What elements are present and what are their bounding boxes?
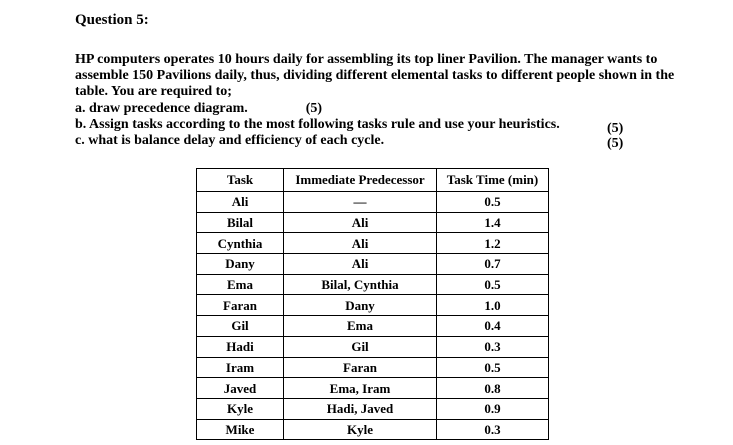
time-cell: 1.4 bbox=[437, 212, 549, 233]
header-task: Task bbox=[197, 169, 284, 192]
part-a-line bbox=[75, 101, 705, 117]
time-cell: 0.3 bbox=[437, 336, 549, 357]
task-cell: Hadi bbox=[197, 336, 284, 357]
table-row bbox=[197, 254, 549, 275]
part-a-text: a. draw precedence diagram. bbox=[75, 100, 248, 116]
task-cell: Dany bbox=[197, 254, 284, 275]
time-cell: 0.5 bbox=[437, 274, 549, 295]
part-b-text: b. Assign tasks according to the most following tasks rule and use your heuristics. bbox=[75, 116, 560, 132]
predecessor-cell: Kyle bbox=[284, 419, 437, 440]
header-time: Task Time (min) bbox=[437, 169, 549, 192]
task-table bbox=[196, 168, 549, 440]
time-cell: 0.7 bbox=[437, 254, 549, 275]
time-cell: 0.9 bbox=[437, 398, 549, 419]
time-cell: 0.3 bbox=[437, 419, 549, 440]
question-line-3: table. You are required to; bbox=[75, 84, 232, 100]
part-c-text: c. what is balance delay and efficiency of each cycle. bbox=[75, 133, 385, 149]
predecessor-cell: Ema, Iram bbox=[284, 378, 437, 399]
table-row bbox=[197, 192, 549, 213]
predecessor-cell: Gil bbox=[284, 336, 437, 357]
task-cell: Faran bbox=[197, 295, 284, 316]
time-cell: 0.4 bbox=[437, 316, 549, 337]
task-cell: Kyle bbox=[197, 398, 284, 419]
task-cell: Ema bbox=[197, 274, 284, 295]
time-cell: 0.8 bbox=[437, 378, 549, 399]
question-title: Question 5: bbox=[75, 12, 149, 28]
time-cell: 1.2 bbox=[437, 233, 549, 254]
table-row bbox=[197, 274, 549, 295]
table-row bbox=[197, 398, 549, 419]
table-row bbox=[197, 357, 549, 378]
predecessor-cell: Bilal, Cynthia bbox=[284, 274, 437, 295]
table-row bbox=[197, 316, 549, 337]
header-predecessor: Immediate Predecessor bbox=[284, 169, 437, 192]
table-row bbox=[197, 378, 549, 399]
task-cell: Javed bbox=[197, 378, 284, 399]
part-c-marks: (5) bbox=[607, 136, 624, 151]
table-row bbox=[197, 295, 549, 316]
predecessor-cell: Ali bbox=[284, 254, 437, 275]
predecessor-cell: Ali bbox=[284, 233, 437, 254]
predecessor-cell: Ema bbox=[284, 316, 437, 337]
time-cell: 1.0 bbox=[437, 295, 549, 316]
predecessor-cell: Dany bbox=[284, 295, 437, 316]
time-cell: 0.5 bbox=[437, 357, 549, 378]
time-cell: 0.5 bbox=[437, 192, 549, 213]
task-cell: Gil bbox=[197, 316, 284, 337]
predecessor-cell: Hadi, Javed bbox=[284, 398, 437, 419]
task-cell: Cynthia bbox=[197, 233, 284, 254]
predecessor-cell: Faran bbox=[284, 357, 437, 378]
task-cell: Ali bbox=[197, 192, 284, 213]
predecessor-cell: Ali bbox=[284, 212, 437, 233]
predecessor-cell: — bbox=[284, 192, 437, 213]
part-b-marks: (5) bbox=[607, 120, 624, 136]
task-cell: Bilal bbox=[197, 212, 284, 233]
table-row bbox=[197, 419, 549, 440]
table-row bbox=[197, 336, 549, 357]
table-header-row bbox=[197, 169, 549, 192]
question-line-2: assemble 150 Pavilions daily, thus, dividing different elemental tasks to different people shown in the bbox=[75, 68, 675, 84]
table-row bbox=[197, 233, 549, 254]
table-row bbox=[197, 212, 549, 233]
task-cell: Iram bbox=[197, 357, 284, 378]
part-a-marks: (5) bbox=[305, 100, 323, 116]
question-line-1: HP computers operates 10 hours daily for assembling its top liner Pavilion. The manager wants to bbox=[75, 52, 658, 67]
task-cell: Mike bbox=[197, 419, 284, 440]
